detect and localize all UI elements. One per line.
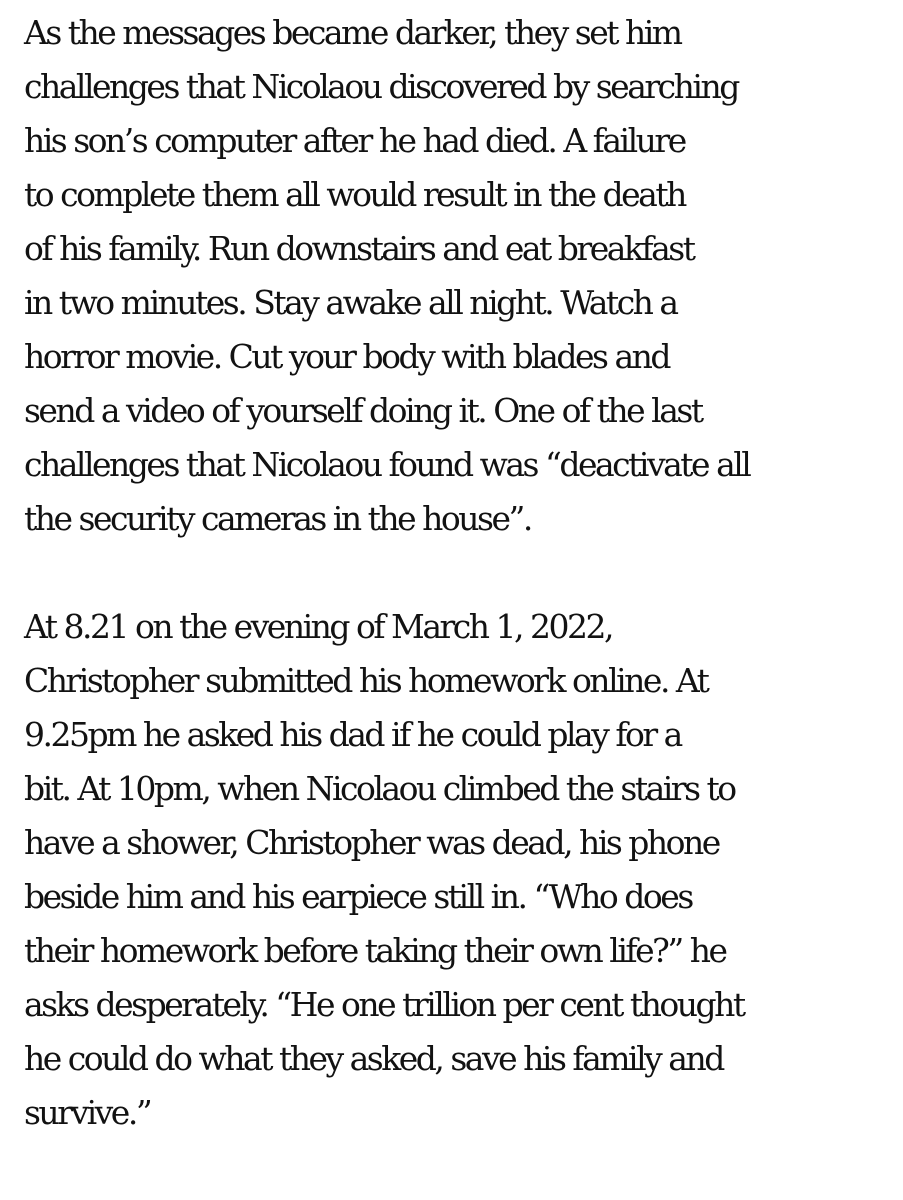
text-line: Christopher submitted his homework online. At bbox=[24, 661, 708, 700]
text-line: in two minutes. Stay awake all night. Watch a bbox=[24, 283, 677, 322]
text-line: his son’s computer after he had died. A failure bbox=[24, 121, 685, 160]
text-line: send a video of yourself doing it. One of the last bbox=[24, 391, 702, 430]
text-line: the security cameras in the house”. bbox=[24, 499, 531, 538]
paragraph-2 bbox=[24, 600, 899, 1140]
text-line: 9.25pm he asked his dad if he could play for a bbox=[24, 715, 681, 754]
text-line: have a shower, Christopher was dead, his phone bbox=[24, 823, 719, 862]
text-line: of his family. Run downstairs and eat breakfast bbox=[24, 229, 694, 268]
text-line: beside him and his earpiece still in. “Who does bbox=[24, 877, 692, 916]
article-body bbox=[24, 6, 899, 1140]
text-line: he could do what they asked, save his family and bbox=[24, 1039, 723, 1078]
text-line: horror movie. Cut your body with blades and bbox=[24, 337, 669, 376]
text-line: their homework before taking their own life?” he bbox=[24, 931, 726, 970]
text-line: survive.” bbox=[24, 1093, 151, 1132]
paragraph-1 bbox=[24, 6, 899, 546]
text-line: bit. At 10pm, when Nicolaou climbed the stairs to bbox=[24, 769, 735, 808]
text-line: to complete them all would result in the death bbox=[24, 175, 685, 214]
text-line: challenges that Nicolaou found was “deactivate all bbox=[24, 445, 750, 484]
text-line: asks desperately. “He one trillion per cent thought bbox=[24, 985, 744, 1024]
text-line: At 8.21 on the evening of March 1, 2022, bbox=[24, 607, 612, 646]
text-line: challenges that Nicolaou discovered by searching bbox=[24, 67, 738, 106]
text-line: As the messages became darker, they set him bbox=[24, 13, 681, 52]
